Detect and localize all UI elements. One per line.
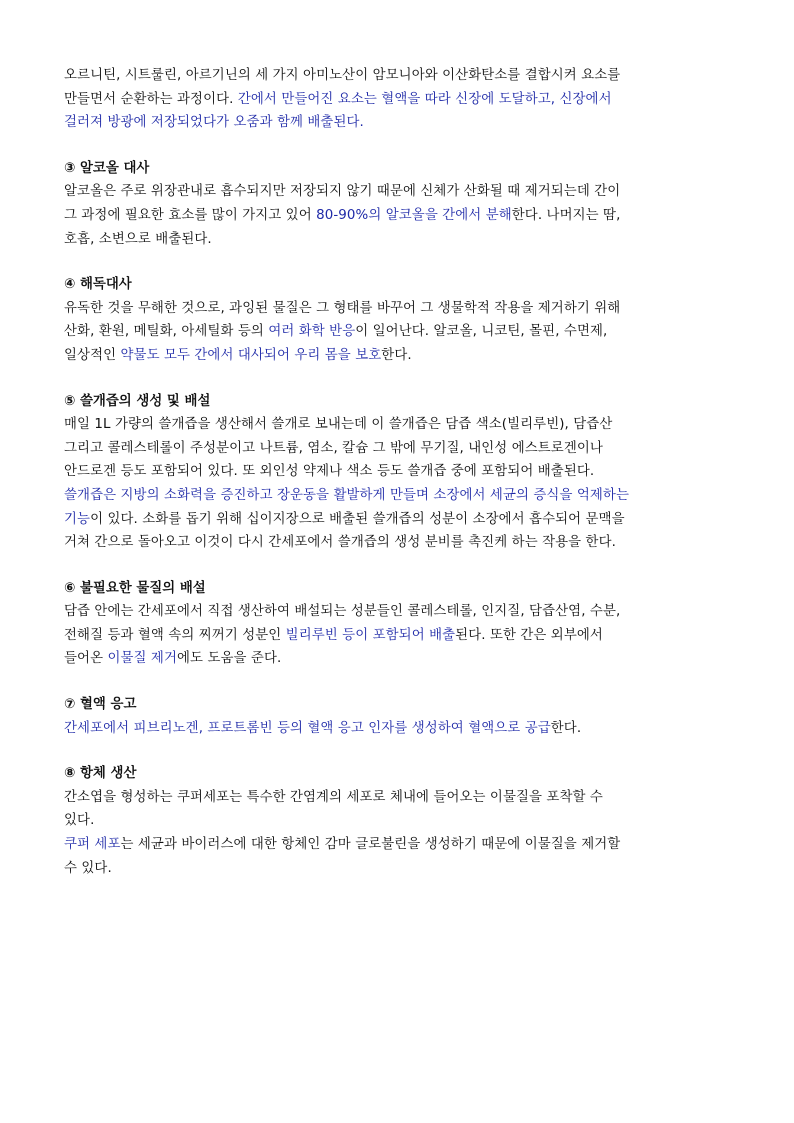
section-paragraph xyxy=(64,180,726,251)
highlighted-text: 80-90%의 알코올을 간에서 분해 xyxy=(316,207,512,223)
highlighted-text: 쓸개즙은 지방의 소화력을 증진하고 장운동을 활발하게 만들며 소장에서 세균의 증식을 억제하는 xyxy=(64,487,629,503)
highlighted-text: 빌리루빈 등이 포함되어 배출 xyxy=(285,627,456,643)
body-text: 한다. xyxy=(381,347,412,363)
section-paragraph xyxy=(64,786,726,880)
section xyxy=(64,577,726,671)
text-line xyxy=(64,809,726,833)
text-line xyxy=(64,600,726,624)
sections-container xyxy=(64,157,726,880)
body-text: 오르니틴, 시트룰린, 아르기닌의 세 가지 아미노산이 암모니아와 이산화탄소를 결합시켜 요소를 xyxy=(64,68,621,83)
section-paragraph xyxy=(64,717,726,741)
text-line xyxy=(64,204,726,228)
section xyxy=(64,693,726,740)
text-line xyxy=(64,484,726,508)
highlighted-text: 간세포에서 피브리노겐, 프로트롬빈 등의 혈액 응고 인자를 생성하여 혈액으로 공급 xyxy=(64,720,551,736)
text-line xyxy=(64,717,726,741)
highlighted-text: 쿠퍼 세포 xyxy=(64,837,121,853)
section xyxy=(64,762,726,880)
body-text: 한다. 나머지는 땀, xyxy=(511,207,621,223)
text-line xyxy=(64,647,726,671)
highlighted-text: 걸러져 방광에 저장되었다가 오줌과 함께 배출된다. xyxy=(64,115,364,131)
body-text: 만들면서 순환하는 과정이다. xyxy=(64,91,238,107)
text-line xyxy=(64,228,726,252)
text-line xyxy=(64,624,726,648)
text-line xyxy=(64,320,726,344)
text-line xyxy=(64,857,726,881)
section-heading: ③ 알코올 대사 xyxy=(64,160,150,176)
highlighted-text: 이물질 제거 xyxy=(107,651,178,667)
text-line xyxy=(64,344,726,368)
body-text: 일상적인 xyxy=(64,347,121,363)
section xyxy=(64,157,726,251)
body-text: 있다. xyxy=(64,813,95,829)
body-text: 간소엽을 형성하는 쿠퍼세포는 특수한 간염계의 세포로 체내에 들어오는 이물질을 포착할 수 xyxy=(64,789,603,805)
text-line xyxy=(64,180,726,204)
text-line xyxy=(64,460,726,484)
body-text: 이 일어난다. 알코올, 니코틴, 몰핀, 수면제, xyxy=(355,324,608,340)
section xyxy=(64,390,726,555)
body-text: 산화, 환원, 메틸화, 아세틸화 등의 xyxy=(64,324,269,340)
text-line xyxy=(64,786,726,810)
text-line xyxy=(64,413,726,437)
highlighted-text: 기능 xyxy=(64,511,91,527)
body-text: 전해질 등과 혈액 속의 찌꺼기 성분인 xyxy=(64,627,286,643)
body-text: 들어온 xyxy=(64,651,108,667)
text-line xyxy=(64,88,726,112)
section-heading: ⑧ 항체 생산 xyxy=(64,766,137,782)
body-text: 그리고 콜레스테롤이 주성분이고 나트륨, 염소, 칼슘 그 밖에 무기질, 내인성 에스트로겐이나 xyxy=(64,440,603,456)
text-line xyxy=(64,531,726,555)
body-text: 호흡, 소변으로 배출된다. xyxy=(64,231,212,247)
body-text: 수 있다. xyxy=(64,860,112,876)
body-text: 한다. xyxy=(550,720,582,736)
intro-paragraph xyxy=(64,64,726,135)
section-paragraph xyxy=(64,600,726,671)
body-text: 알코올은 주로 위장관내로 흡수되지만 저장되지 않기 때문에 신체가 산화될 때 제거되는데 간이 xyxy=(64,184,621,200)
section-heading: ⑥ 불필요한 물질의 배설 xyxy=(64,580,206,596)
body-text: 이 있다. 소화를 돕기 위해 십이지장으로 배출된 쓸개즙의 성분이 소장에서 흡수되어 문맥을 xyxy=(90,511,625,527)
section-paragraph xyxy=(64,413,726,555)
section-heading: ④ 해독대사 xyxy=(64,277,132,293)
highlighted-text: 간에서 만들어진 요소는 혈액을 따라 신장에 도달하고, 신장에서 xyxy=(237,91,612,107)
body-text: 안드로겐 등도 포함되어 있다. 또 외인성 약제나 색소 등도 쓸개즙 중에 포함되어 배출된다. xyxy=(64,464,595,480)
section xyxy=(64,273,726,367)
body-text: 담즙 안에는 간세포에서 직접 생산하여 배설되는 성분들인 콜레스테롤, 인지질, 담즙산염, 수분, xyxy=(64,604,621,620)
section-heading: ⑦ 혈액 응고 xyxy=(64,697,137,713)
section-heading: ⑤ 쓸개즙의 생성 및 배설 xyxy=(64,393,211,409)
body-text: 그 과정에 필요한 효소를 많이 가지고 있어 xyxy=(64,207,317,223)
section-paragraph xyxy=(64,297,726,368)
body-text: 에도 도움을 준다. xyxy=(177,651,282,667)
text-line xyxy=(64,64,726,88)
text-line xyxy=(64,508,726,532)
text-line xyxy=(64,111,726,135)
highlighted-text: 여러 화학 반응 xyxy=(268,324,356,340)
text-line xyxy=(64,833,726,857)
body-text: 거쳐 간으로 돌아오고 이것이 다시 간세포에서 쓸개즙의 생성 분비를 촉진케 하는 작용을 한다. xyxy=(64,535,616,551)
highlighted-text: 약물도 모두 간에서 대사되어 우리 몸을 보호 xyxy=(120,347,382,363)
body-text: 매일 1L 가량의 쓸개즙을 생산해서 쓸개로 보내는데 이 쓸개즙은 담즙 색소(빌리루빈), 담즙산 xyxy=(64,417,613,433)
body-text: 된다. 또한 간은 외부에서 xyxy=(455,627,603,643)
text-line xyxy=(64,437,726,461)
body-text: 유독한 것을 무해한 것으로, 과잉된 물질은 그 형태를 바꾸어 그 생물학적 작용을 제거하기 위해 xyxy=(64,300,621,316)
text-line xyxy=(64,297,726,321)
body-text: 는 세균과 바이러스에 대한 항체인 감마 글로불린을 생성하기 때문에 이물질을 제거할 xyxy=(120,837,621,853)
